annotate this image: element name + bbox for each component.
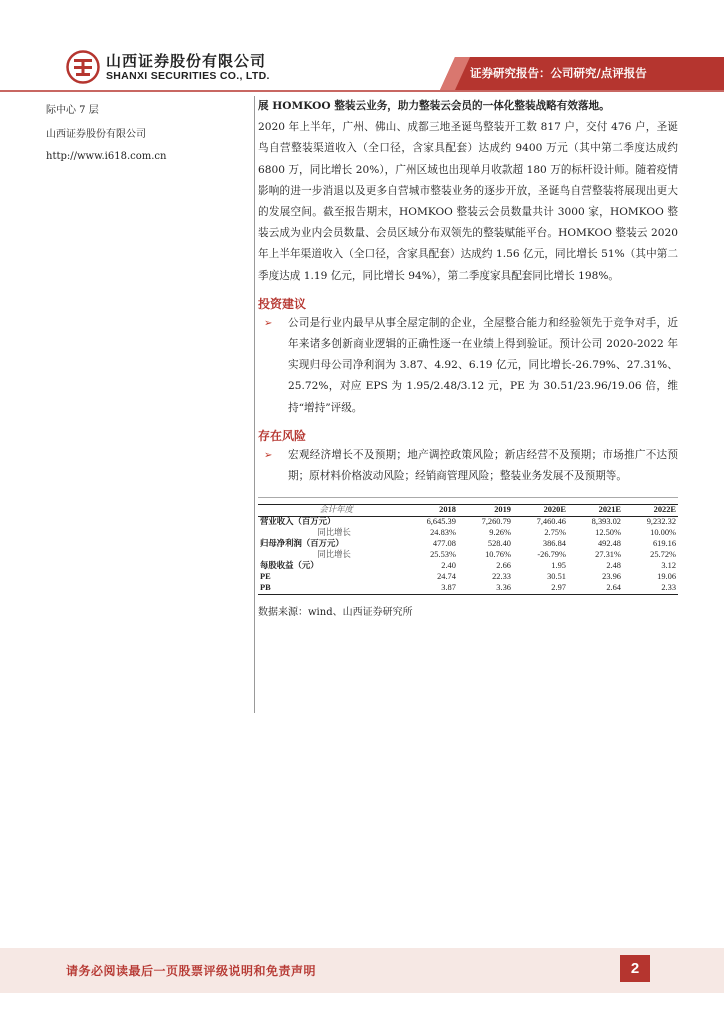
table-cell: 3.36 xyxy=(458,583,513,594)
column-divider xyxy=(254,96,255,713)
table-cell: 25.53% xyxy=(430,549,456,559)
table-cell: 8,393.02 xyxy=(591,517,621,527)
table-cell: 30.51 xyxy=(547,571,566,581)
arrow-bullet-icon: ➢ xyxy=(264,449,273,461)
table-cell: -26.79% xyxy=(537,549,566,559)
divider xyxy=(258,497,678,498)
row-label: PE xyxy=(260,571,271,581)
table-cell: 7,260.79 xyxy=(481,517,511,527)
header-label: 会计年度 xyxy=(258,505,403,517)
row-label: 归母净利润（百万元） xyxy=(260,539,344,549)
table-cell: 2.33 xyxy=(623,583,678,594)
table-cell: 2.40 xyxy=(441,560,456,570)
table-cell: 10.76% xyxy=(485,549,511,559)
table-header-row xyxy=(258,505,678,517)
table-row xyxy=(258,539,678,550)
main-content xyxy=(258,96,678,618)
table-cell: 10.00% xyxy=(650,528,676,538)
brand-name-en: SHANXI SECURITIES CO., LTD. xyxy=(106,70,270,82)
table-row xyxy=(258,583,678,594)
table-cell: 1.95 xyxy=(551,560,566,570)
risk-title: 存在风险 xyxy=(258,428,307,443)
address-line: 际中心 7 层 xyxy=(46,105,99,116)
page-number: 2 xyxy=(620,955,650,982)
invest-advice-title: 投资建议 xyxy=(258,296,307,311)
table-cell: 22.33 xyxy=(492,571,511,581)
table-cell: 19.06 xyxy=(657,571,676,581)
table-cell: 6,645.39 xyxy=(426,517,456,527)
financial-forecast-table xyxy=(258,504,678,594)
table-cell: 9,232.32 xyxy=(646,517,676,527)
table-cell: 23.96 xyxy=(602,571,621,581)
table-cell: 2.48 xyxy=(606,560,621,570)
table-cell: 24.74 xyxy=(437,571,456,581)
table-cell: 3.12 xyxy=(661,560,676,570)
table-row xyxy=(258,528,678,539)
row-label: 同比增长 xyxy=(317,528,351,538)
lead-sentence: 展 HOMKOO 整装云业务，助力整装云会员的一体化整装战略有效落地。 xyxy=(258,100,610,112)
table-cell: 12.50% xyxy=(595,528,621,538)
table-row xyxy=(258,561,678,572)
brand-name-cn: 山西证券股份有限公司 xyxy=(106,52,267,70)
table-cell: 2.75% xyxy=(544,528,566,538)
table-cell: 24.83% xyxy=(430,528,456,538)
table-cell: 2.97 xyxy=(513,583,568,594)
data-source: 数据来源：wind、山西证券研究所 xyxy=(258,606,413,618)
invest-advice-item xyxy=(258,313,678,419)
table-row xyxy=(258,517,678,528)
table-cell: 2.66 xyxy=(496,560,511,570)
table-cell: 3.87 xyxy=(403,583,458,594)
table-cell: 27.31% xyxy=(595,549,621,559)
invest-advice-text: 公司是行业内最早从事全屋定制的企业，全屋整合能力和经验领先于竞争对手，近年来诸多创新商业逻辑的正确性逐一在业绩上得到验证。预计公司 2020-2022 年实现归母公司净利润为 3.87、4.92、6.19 亿元，同比增长-26.79%、27.31%、25.72%，对应 EPS 为 1.95/2.48/3.12 元，PE 为 30.51/23.96/19.06 倍，维持“增持”评级。 xyxy=(288,316,678,414)
risk-text: 宏观经济增长不及预期；地产调控政策风险；新店经营不及预期；市场推广不达预期；原材料价格波动风险；经销商管理风险；整装业务发展不及预期等。 xyxy=(288,448,678,483)
table-cell: 619.16 xyxy=(652,539,676,549)
table-cell: 528.40 xyxy=(487,539,511,549)
risk-item xyxy=(258,445,678,487)
header-year: 2018 xyxy=(403,505,458,517)
table-row xyxy=(258,572,678,583)
header-year: 2020E xyxy=(513,505,568,517)
arrow-bullet-icon: ➢ xyxy=(264,317,273,329)
company-logo-icon xyxy=(66,50,100,84)
row-label: 营业收入（百万元） xyxy=(260,517,336,527)
row-label: PB xyxy=(258,583,403,594)
header-year: 2021E xyxy=(568,505,623,517)
report-type-banner: 证券研究报告：公司研究/点评报告 xyxy=(470,66,647,80)
company-name: 山西证券股份有限公司 xyxy=(46,129,146,140)
header-year: 2019 xyxy=(458,505,513,517)
table-cell: 7,460.46 xyxy=(536,517,566,527)
row-label: 每股收益（元） xyxy=(260,560,319,570)
table-cell: 386.84 xyxy=(542,539,566,549)
header-year: 2022E xyxy=(623,505,678,517)
table-cell: 492.48 xyxy=(597,539,621,549)
table-cell: 25.72% xyxy=(650,549,676,559)
row-label: 同比增长 xyxy=(317,549,351,559)
business-paragraph: 2020 年上半年，广州、佛山、成都三地圣诞鸟整装开工数 817 户，交付 476 户，圣诞鸟自营整装渠道收入（全口径，含家具配套）达成约 9400 万元（其中第二季度达成约 6800 万，同比增长 20%），广州区域也出现单月收款超 180 万的标杆设计师。随着疫情影响的进一步消退以及更多自营城市整装业务的逐步开放，圣诞鸟自营整装将展现出更大的发展空间。截至报告期末，HOMKOO 整装云会员数量共计 3000 家，HOMKOO 整装云成为业内会员数量、会员区域分布双领先的整装赋能平台。HOMKOO 整装云 2020 年上半年渠道收入（全口径，含家具配套）达成约 1.56 亿元，同比增长 51%（其中第二季度达成 1.19 亿元，同比增长 94%），第二季度家具配套同比增长 198%。 xyxy=(258,121,678,282)
table-cell: 9.26% xyxy=(489,528,511,538)
company-url[interactable]: http://www.i618.com.cn xyxy=(46,151,167,162)
table-cell: 2.64 xyxy=(568,583,623,594)
footer-disclaimer: 请务必阅读最后一页股票评级说明和免责声明 xyxy=(66,964,317,978)
table-row xyxy=(258,550,678,561)
table-cell: 477.08 xyxy=(432,539,456,549)
